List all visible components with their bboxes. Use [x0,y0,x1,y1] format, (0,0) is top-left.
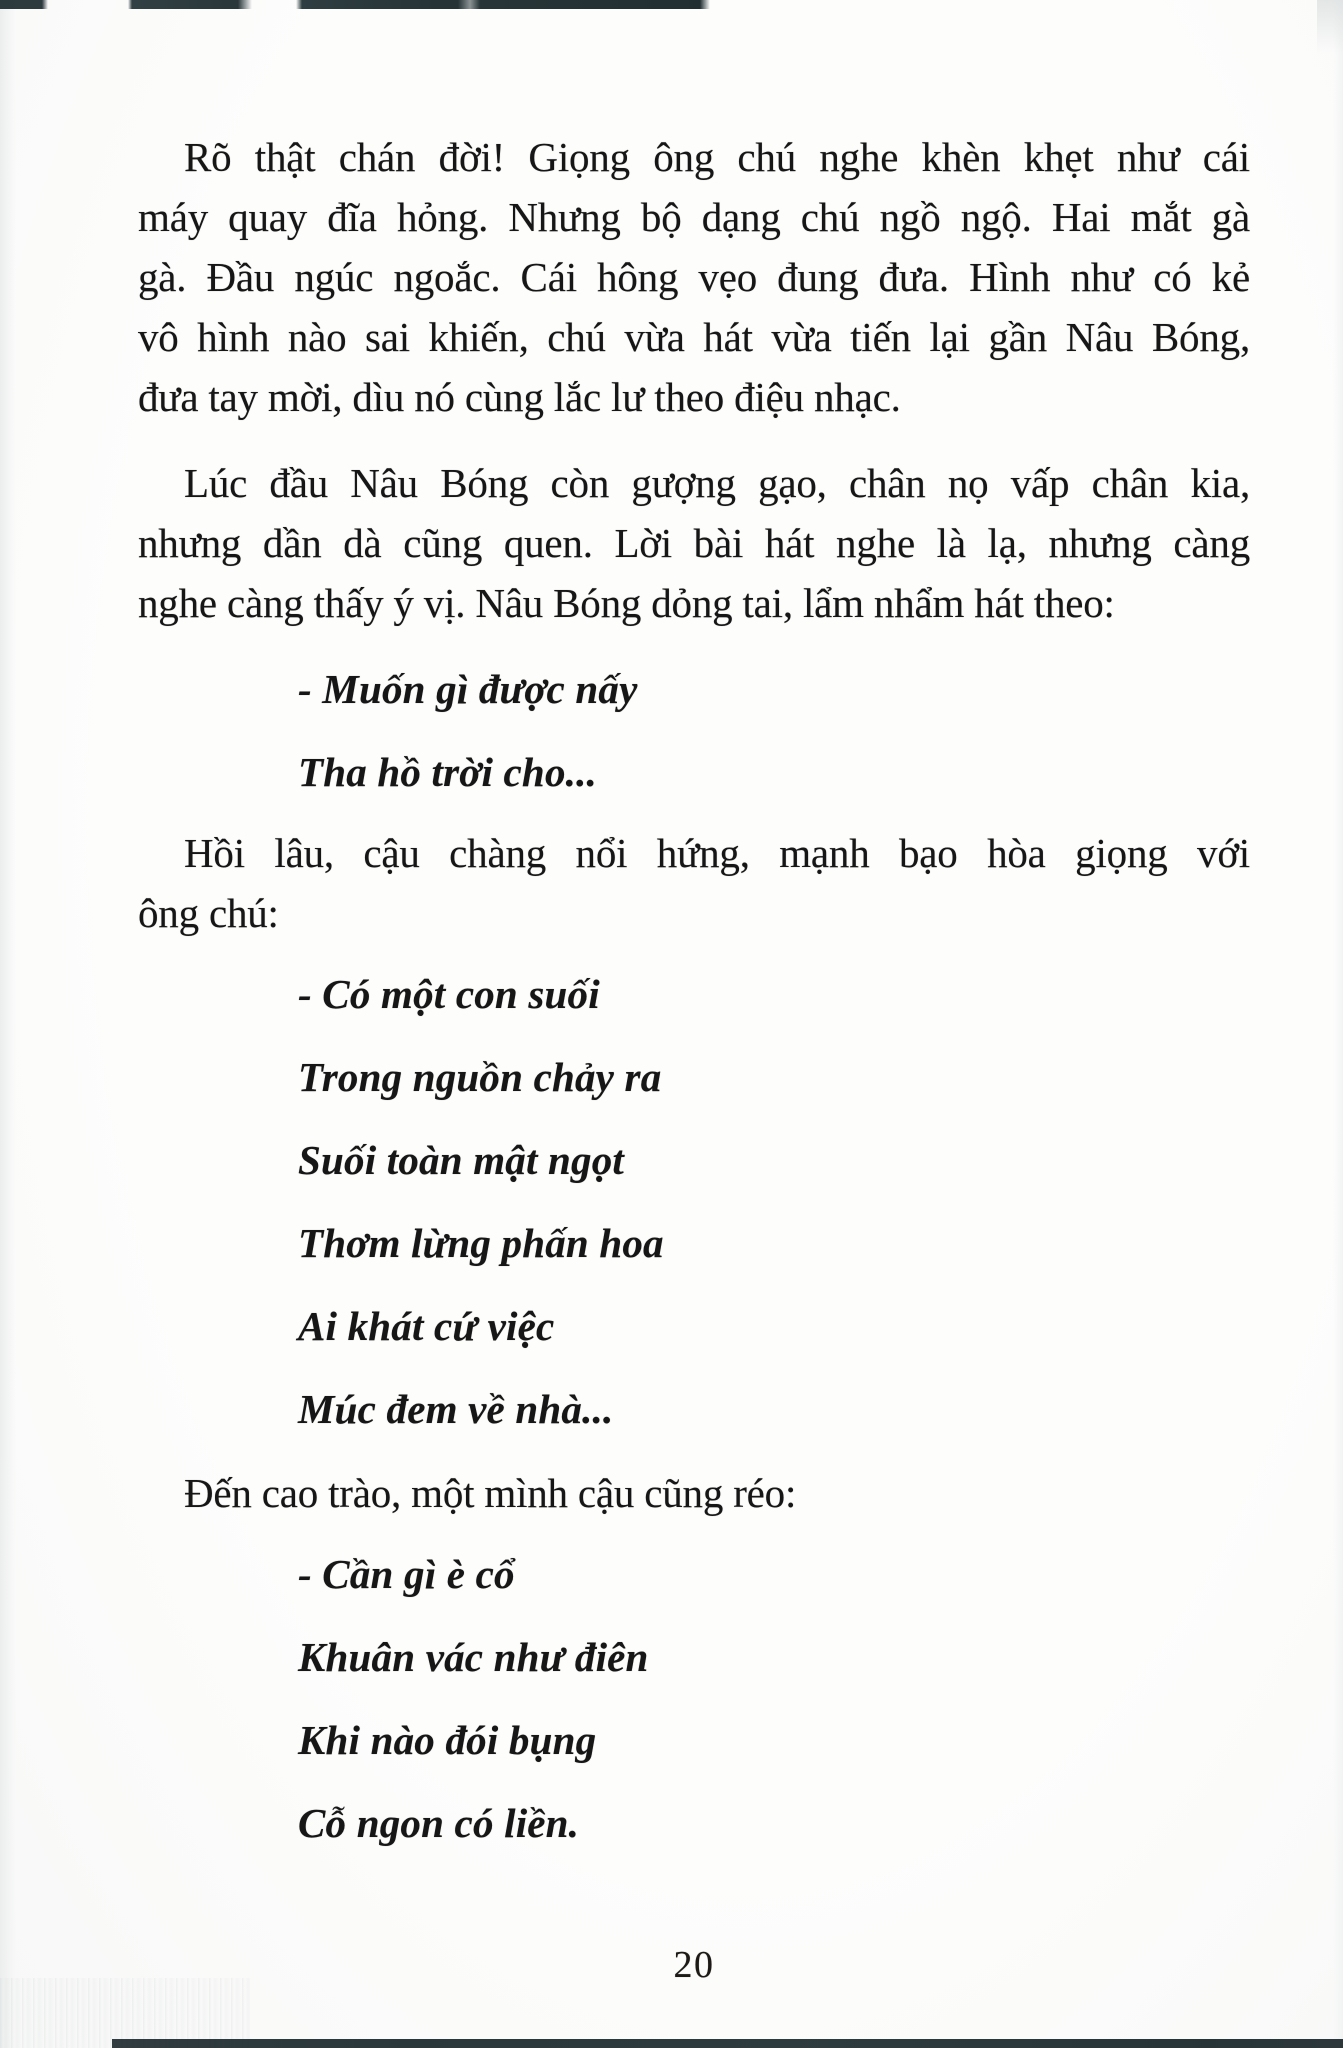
text-line: đưa tay mời, dìu nó cùng lắc lư theo điệu nhạc. [138,374,901,420]
verse-line: Cỗ ngon có liền. [298,1800,580,1846]
page-text-column [138,127,1250,1987]
verse-block-1 [298,648,1250,814]
text-line: nghe càng thấy ý vị. Nâu Bóng dỏng tai, lẩm nhẩm hát theo: [138,580,1115,626]
text-line: máy quay đĩa hỏng. Nhưng bộ dạng chú ngồ ngộ. Hai mắt gà [138,194,1250,240]
verse-line: Tha hồ trời cho... [298,749,597,795]
verse-line: Ai khát cứ việc [298,1303,555,1349]
paragraph-1 [138,127,1250,427]
page-number: 20 [673,1944,715,1986]
verse-block-3 [298,1533,1250,1865]
verse-line: - Muốn gì được nấy [298,666,638,712]
text-line: gà. Đầu ngúc ngoắc. Cái hông vẹo đung đưa. Hình như có kẻ [138,254,1250,300]
verse-line: Thơm lừng phấn hoa [298,1220,664,1266]
verse-line: Múc đem về nhà... [298,1386,614,1432]
paragraph-2 [138,453,1250,633]
text-line: nhưng dần dà cũng quen. Lời bài hát nghe là lạ, nhưng càng [138,520,1250,566]
paragraph-3 [138,823,1250,943]
text-line: vô hình nào sai khiến, chú vừa hát vừa tiến lại gần Nâu Bóng, [138,314,1250,360]
text-line: Lúc đầu Nâu Bóng còn gượng gạo, chân nọ vấp chân kia, [184,460,1250,506]
verse-line: - Cần gì è cổ [298,1551,515,1597]
verse-block-2 [298,953,1250,1451]
scan-edge-bottom-artifact [112,2039,1343,2048]
scan-edge-top-artifact [0,0,710,9]
text-line: ông chú: [138,890,279,936]
paragraph-4 [138,1463,1250,1523]
text-line: Đến cao trào, một mình cậu cũng réo: [184,1470,797,1516]
text-line: Hồi lâu, cậu chàng nổi hứng, mạnh bạo hòa giọng với [184,830,1250,876]
scan-corner-smudge [1317,0,1343,54]
verse-line: - Có một con suối [298,971,600,1017]
verse-line: Suối toàn mật ngọt [298,1137,625,1183]
verse-line: Khi nào đói bụng [298,1717,597,1763]
verse-line: Khuân vác như điên [298,1634,649,1680]
text-line: Rõ thật chán đời! Giọng ông chú nghe khèn khẹt như cái [184,134,1250,180]
scan-streaks-artifact [0,1978,250,2048]
verse-line: Trong nguồn chảy ra [298,1054,662,1100]
